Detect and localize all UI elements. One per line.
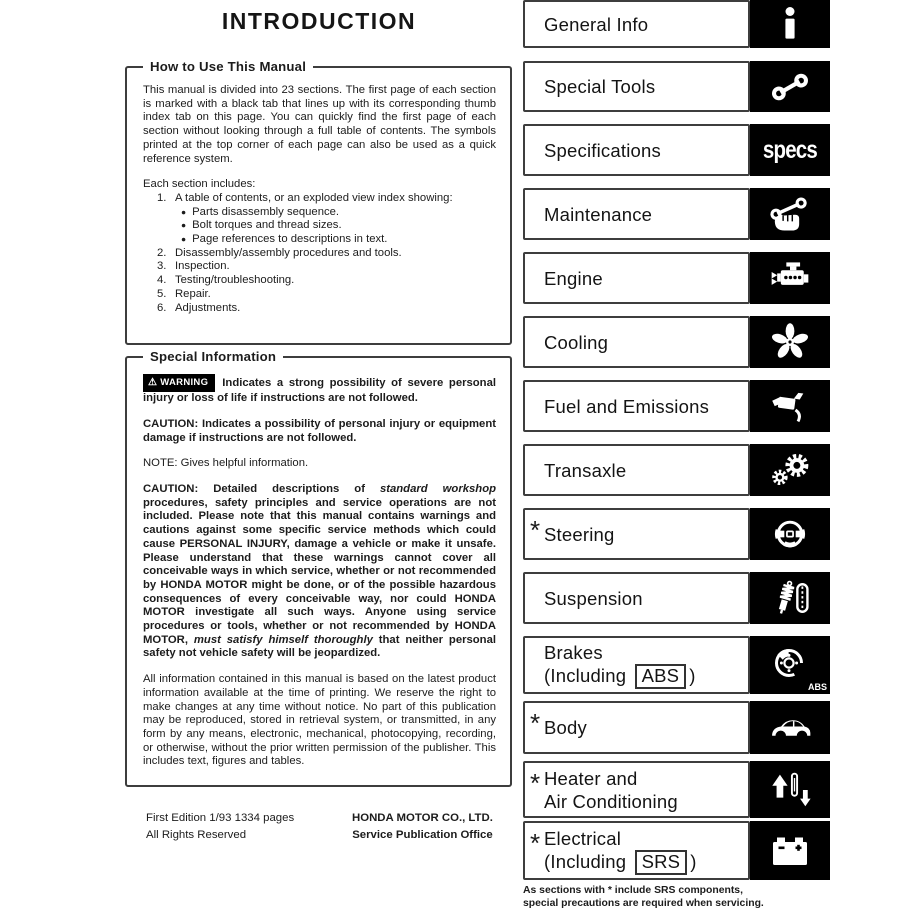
heater-ac-icon [750, 761, 830, 818]
sidebar-item-heater-and-air-conditioning[interactable]: * Heater and Air Conditioning [523, 761, 830, 818]
caution-detailed-paragraph: CAUTION: Detailed descriptions of standard workshop procedures, safety principles and service operations are not included. Please note that this manual contains warnings and cautions against some specific service methods which could cause PERSONAL INJURY, damage a vehicle or make it unsafe. Please understand that these warnings cannot cover all conceivable ways in which service, whether or not recommended by HONDA MOTOR might be done, or of the possible hazardous consequences of every conceivable way, nor could HONDA MOTOR investigate all such ways. Anyone using service procedures or tools, whether or not recommended by HONDA MOTOR, must satisfy himself thoroughly that neither personal safety not vehicle safety will be jeopardized. [143, 483, 497, 660]
list-item: 6. Adjustments. [157, 301, 241, 314]
publisher-name: HONDA MOTOR CO., LTD. [352, 812, 493, 824]
sidebar-item-transaxle[interactable] [523, 444, 830, 496]
how-to-use-heading: How to Use This Manual [143, 59, 313, 74]
tab-label: Cooling [544, 331, 609, 353]
sidebar-item-body[interactable] [523, 701, 830, 754]
engine-icon [750, 252, 830, 304]
special-information-heading: Special Information [143, 349, 283, 364]
fuel-nozzle-icon [750, 380, 830, 432]
warning-paragraph: ⚠ WARNING Indicates a strong possibility of severe personal injury or loss of life if instructions are not followed. [143, 374, 496, 406]
section-includes-list [143, 178, 496, 315]
sidebar-item-general-info[interactable] [523, 0, 830, 48]
shock-absorber-icon [750, 572, 830, 624]
sidebar-item-steering[interactable] [523, 508, 830, 560]
tab-label: Suspension [544, 587, 643, 609]
list-item: 4. Testing/troubleshooting. [157, 274, 295, 287]
page-title: INTRODUCTION [221, 8, 417, 34]
sidebar-item-electrical[interactable]: * Electrical (Including SRS ) [523, 821, 830, 880]
srs-asterisk: * [530, 768, 541, 798]
rights-line: All Rights Reserved [146, 828, 247, 841]
hand-wrench-icon [750, 188, 830, 240]
steering-wheel-icon [750, 508, 830, 560]
sidebar-item-cooling[interactable] [523, 316, 830, 368]
how-to-use-intro: This manual is divided into 23 sections. The first page of each section is marked with a black tab that lines up with its corresponding thumb index tab on this page. You can quickly find the first page of each section without looking through a full table of contents. The symbols printed at the top corner of each page can also be used as a quick reference system. [143, 84, 496, 165]
how-to-use-section [125, 59, 512, 345]
sidebar-item-brakes[interactable]: Brakes (Including ABS ) ABS [523, 636, 830, 694]
tab-label: Heater and [544, 767, 638, 789]
copyright-paragraph: All information contained in this manual is based on the latest product information available at the time of printing. We reserve the right to make changes at any time without notice. No part of this publication may be reproduced, stored in retrieval system, or transmitted, in any form by any means, electronic, mechanical, photocopying, recording, or otherwise, without the prior written permission of the publisher. This includes text, figures and tables. [143, 673, 496, 768]
tab-label: Transaxle [544, 459, 627, 481]
list-item: 1. A table of contents, or an exploded view index showing: [157, 191, 453, 204]
tab-label: Fuel and Emissions [544, 395, 710, 417]
sidebar-item-specifications[interactable] [523, 124, 830, 176]
list-item: 2. Disassembly/assembly procedures and tools. [157, 246, 402, 259]
gears-icon [750, 444, 830, 496]
list-item: 3. Inspection. [157, 260, 230, 273]
list-bullet: ● Parts disassembly sequence. [181, 205, 340, 218]
tab-label: Specifications [544, 139, 661, 161]
list-bullet: ● Bolt torques and thread sizes. [181, 219, 342, 232]
abs-boxed-label: ABS [635, 664, 687, 689]
sidebar-item-maintenance[interactable] [523, 188, 830, 240]
brake-disc-icon [750, 636, 830, 694]
srs-boxed-label: SRS [635, 850, 688, 875]
srs-asterisk: * [530, 708, 541, 738]
edition-info [146, 810, 294, 843]
sidebar-item-suspension[interactable] [523, 572, 830, 624]
tab-label: Body [544, 717, 587, 738]
note-paragraph: NOTE: Gives helpful information. [143, 457, 309, 470]
special-information-section [125, 349, 512, 787]
wrench-icon [750, 61, 830, 112]
srs-asterisk: * [530, 515, 541, 545]
specs-icon: specs [750, 124, 830, 176]
list-bullet: ● Page references to descriptions in text. [181, 233, 388, 246]
warning-badge: ⚠ WARNING [143, 374, 215, 392]
fan-icon [750, 316, 830, 368]
publisher-info [352, 810, 493, 843]
thumb-index-sidebar [523, 0, 830, 923]
tab-label: Engine [544, 267, 603, 289]
sidebar-item-special-tools[interactable] [523, 61, 830, 112]
bullet-icon: ● [181, 234, 187, 245]
warning-triangle-icon: ⚠ [148, 377, 158, 388]
sidebar-item-engine[interactable] [523, 252, 830, 304]
srs-footnote: As sections with * include SRS components, special precautions are required when servicing. [523, 885, 764, 909]
tab-label: Special Tools [544, 76, 656, 97]
tab-label: General Info [544, 13, 649, 35]
sidebar-item-fuel-and-emissions[interactable] [523, 380, 830, 432]
info-icon [750, 0, 830, 48]
abs-caption: ABS [807, 682, 827, 692]
includes-heading: Each section includes: [143, 178, 256, 191]
battery-icon [750, 821, 830, 880]
bullet-icon: ● [181, 206, 187, 217]
tab-label: Brakes [544, 642, 603, 663]
publisher-office: Service Publication Office [352, 828, 493, 841]
tab-label: Steering [544, 523, 615, 545]
srs-asterisk: * [530, 828, 541, 858]
tab-label: Electrical [544, 827, 622, 849]
list-item: 5. Repair. [157, 287, 211, 300]
car-body-icon [750, 701, 830, 754]
caution-paragraph: CAUTION: Indicates a possibility of personal injury or equipment damage if instructions are not followed. [143, 417, 496, 444]
edition-line: First Edition 1/93 1334 pages [146, 812, 295, 824]
tab-label: Maintenance [544, 203, 653, 225]
bullet-icon: ● [181, 220, 187, 231]
